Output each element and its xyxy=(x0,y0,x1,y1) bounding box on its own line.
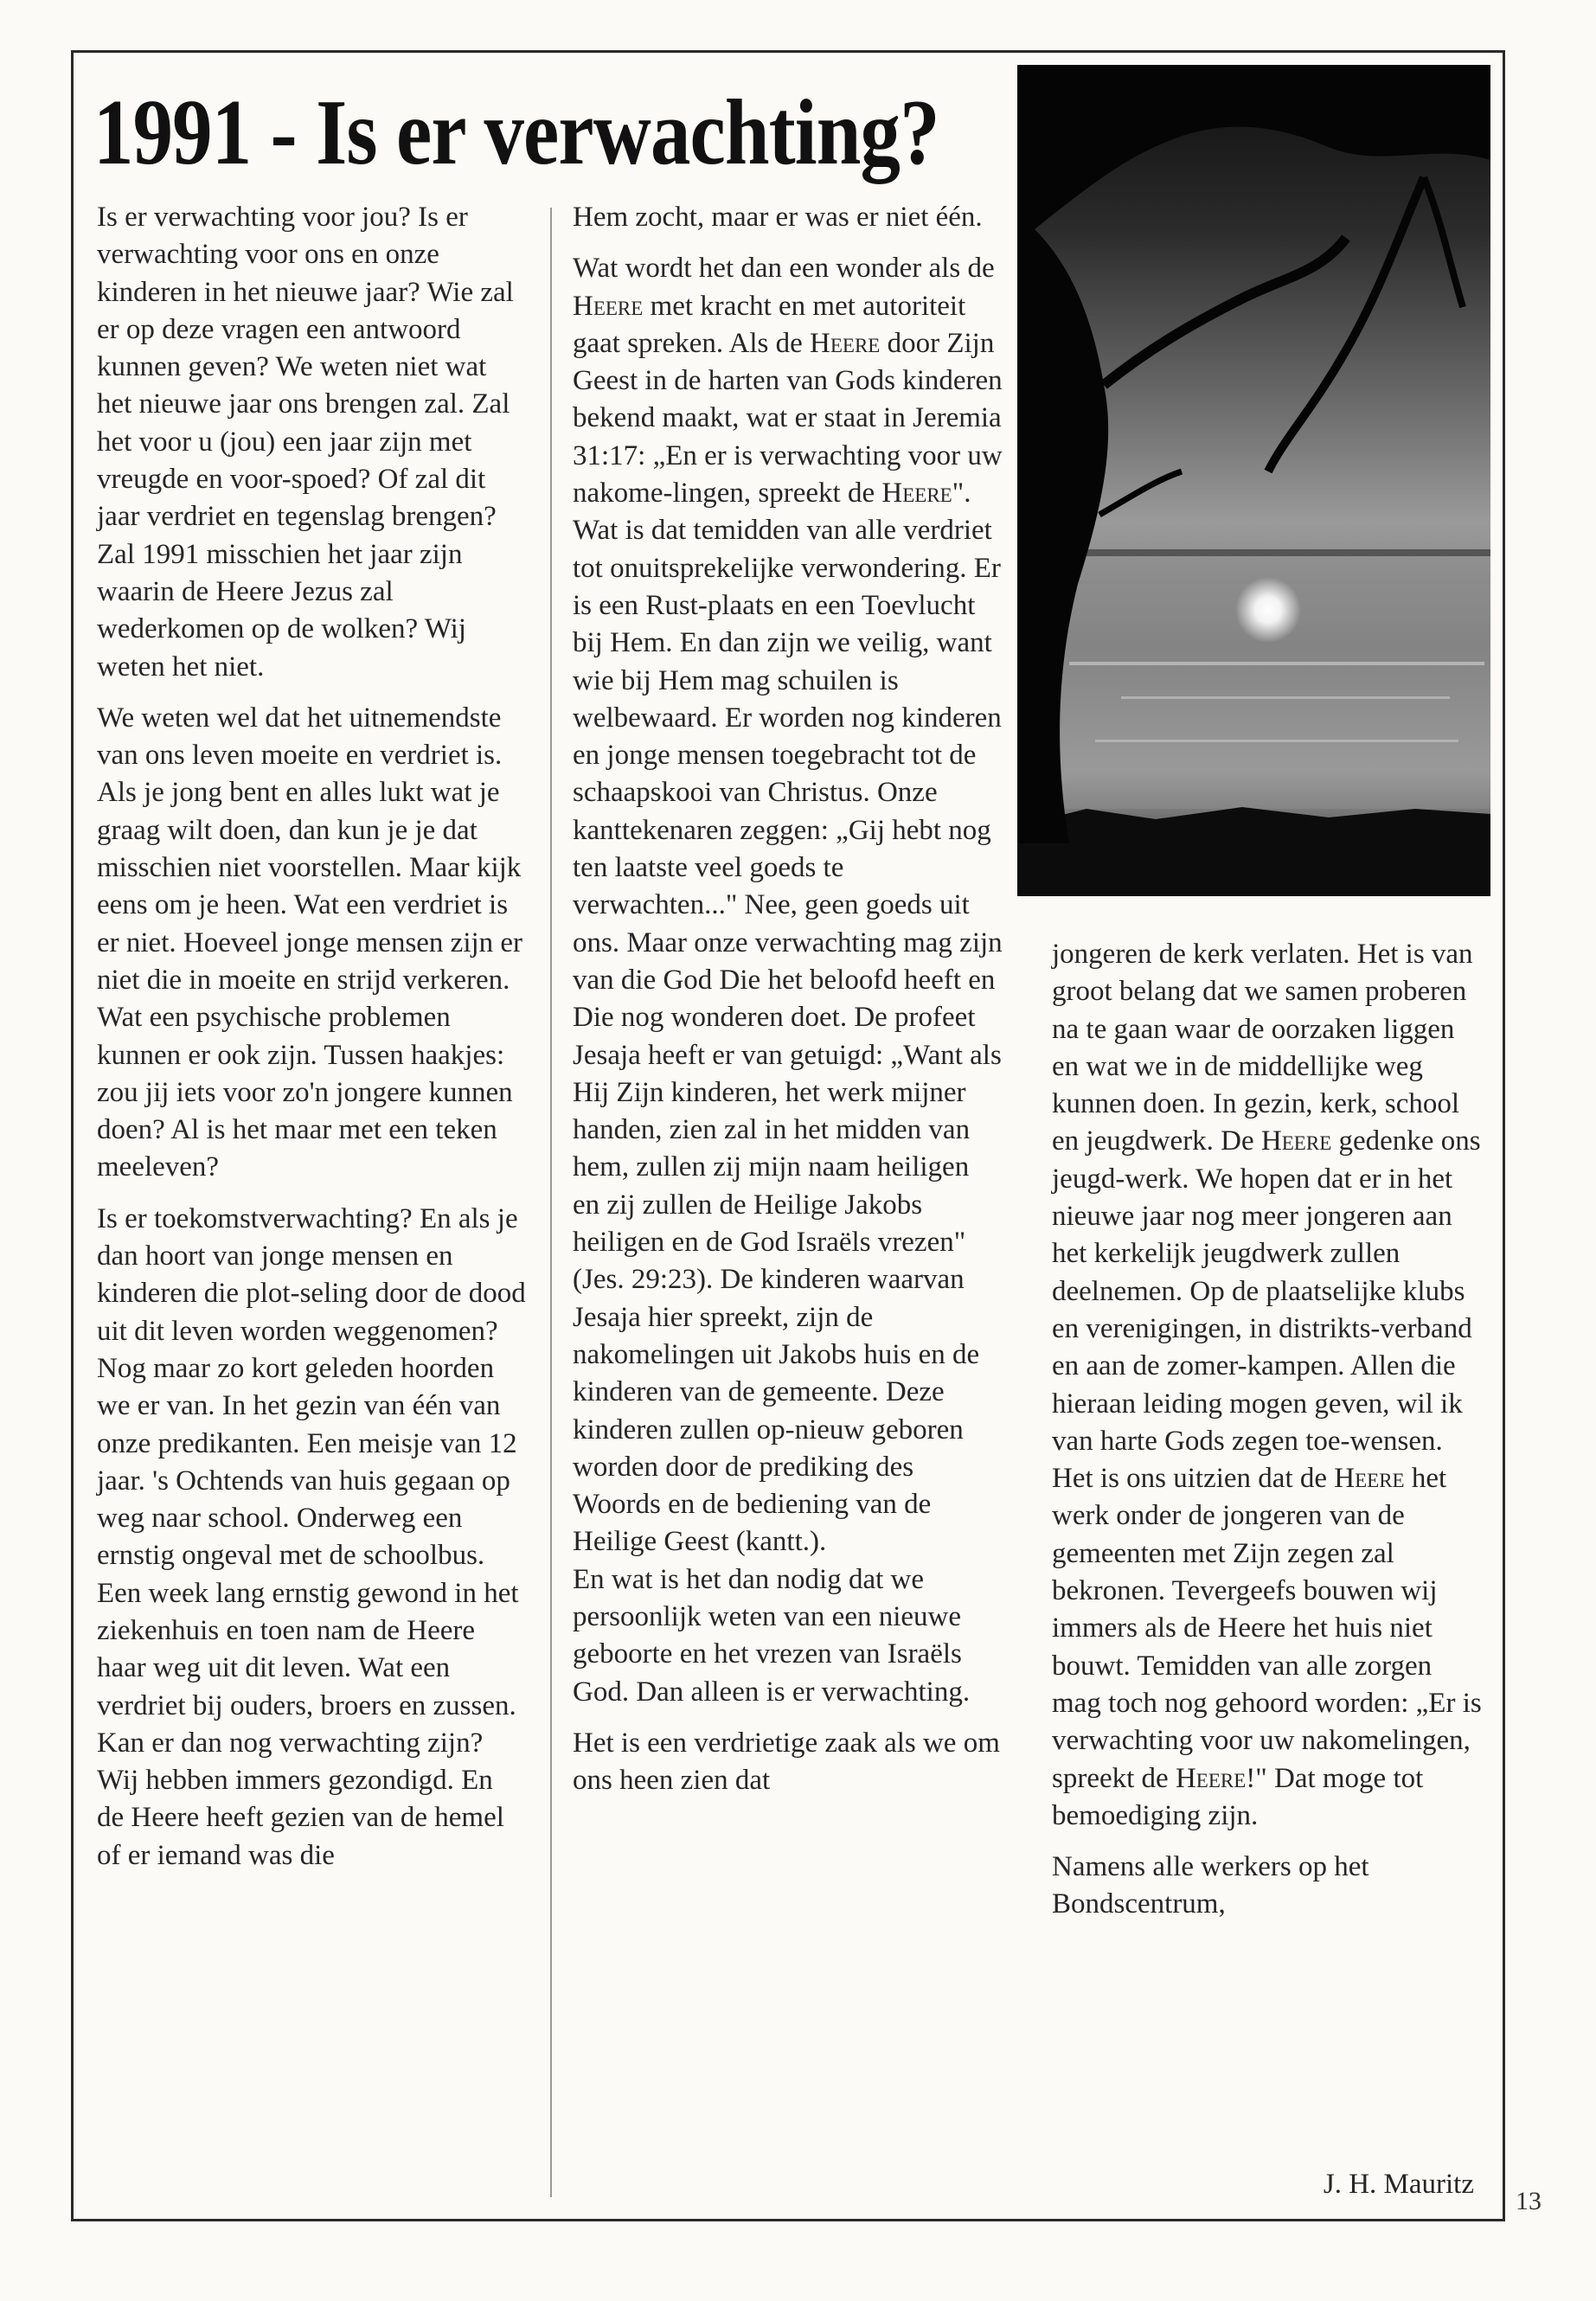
paragraph: We weten wel dat het uitnemendste van ons leven moeite en verdriet is. Als je jong bent en alles lukt wat je graag wilt doen, dan kun je je dat misschien niet voorstellen. Maar kijk eens om je heen. Wat een verdriet is er niet. Hoeveel jonge mensen zijn er niet die in moeite en strijd verkeren. Wat een psychische problemen kunnen er ook zijn. Tussen haakjes: zou jij iets voor zo'n jongere kunnen doen? Al is het maar met een teken meeleven? xyxy=(97,702,523,1183)
author-signature: J. H. Mauritz xyxy=(1323,2169,1474,2200)
sunset-tree-photo-icon xyxy=(1017,65,1490,896)
paragraph: Het is een verdrietige zaak als we om ons heen zien dat xyxy=(573,1727,1000,1797)
article-column-1 xyxy=(97,199,527,1888)
page-number: 13 xyxy=(1516,2187,1542,2215)
article-title: 1991 - Is er verwachting? xyxy=(93,81,939,184)
paragraph: Is er toekomstverwachting? En als je dan hoort van jonge mensen en kinderen die plot-seling door de dood uit dit leven worden weggenomen? Nog maar zo kort geleden hoorden we er van. In het gezin van één van onze predikanten. Een meisje van 12 jaar. 's Ochtends van huis gegaan op weg naar school. Onderweg een ernstig ongeval met de schoolbus. Een week lang ernstig gewond in het ziekenhuis en toen nam de Heere haar weg uit dit leven. Wat een verdriet bij ouders, broers en zussen. Kan er dan nog verwachting zijn? Wij hebben immers gezondigd. En de Heere heeft gezien van de hemel of er iemand was die xyxy=(97,1202,526,1871)
article-column-3 xyxy=(1052,936,1482,1938)
paragraph: Hem zocht, maar er was er niet één. xyxy=(573,202,983,233)
paragraph: Namens alle werkers op het Bondscentrum, xyxy=(1052,1851,1369,1920)
paragraph: jongeren de kerk verlaten. Het is van groot belang dat we samen proberen na te gaan waar de oorzaken liggen en wat we in de middellijke weg kunnen doen. In gezin, kerk, school en jeugdwerk. De Heere gedenke ons jeugd-werk. We hopen dat er in het nieuwe jaar nog meer jongeren aan het kerkelijk jeugdwerk zullen deelnemen. Op de plaatselijke klubs en verenigingen, in distrikts-verband en aan de zomer-kampen. Allen die hieraan leiding mogen geven, wil ik van harte Gods zegen toe-wensen. Het is ons uitzien dat de Heere het werk onder de jongeren van de gemeenten met Zijn zegen zal bekronen. Tevergeefs bouwen wij immers als de Heere het huis niet bouwt. Temidden van alle zorgen mag toch nog gehoord worden: „Er is verwachting voor uw nakomelingen, spreekt de Heere!" Dat moge tot bemoediging zijn. xyxy=(1052,939,1482,1831)
paragraph: Is er verwachting voor jou? Is er verwachting voor ons en onze kinderen in het nieuwe jaar? Wie zal er op deze vragen een antwoord kunnen geven? We weten niet wat het nieuwe jaar ons brengen zal. Zal het voor u (jou) een jaar zijn met vreugde en voor-spoed? Of zal dit jaar verdriet en tegenslag brengen? Zal 1991 misschien het jaar zijn waarin de Heere Jezus zal wederkomen op de wolken? Wij weten het niet. xyxy=(97,202,514,683)
article-column-2 xyxy=(573,199,1003,1813)
paragraph: Wat wordt het dan een wonder als de Heere met kracht en met autoriteit gaat spreken. Als de Heere door Zijn Geest in de harten van Gods kinderen bekend maakt, wat er staat in Jeremia 31:17: „En er is verwachting voor uw nakome-lingen, spreekt de Heere". Wat is dat temidden van alle verdriet tot onuitsprekelijke verwondering. Er is een Rust-plaats en een Toevlucht bij Hem. En dan zijn we veilig, want wie bij Hem mag schuilen is welbewaard. Er worden nog kinderen en jonge mensen toegebracht tot de schaapskooi van Christus. Onze kanttekenaren zeggen: „Gij hebt nog ten laatste veel goeds te verwachten..." Nee, geen goeds uit ons. Maar onze verwachting mag zijn van die God Die het beloofd heeft en Die nog wonderen doet. De profeet Jesaja heeft er van getuigd: „Want als Hij Zijn kinderen, het werk mijner handen, zien zal in het midden van hem, zullen zij mijn naam heiligen en zij zullen de Heilige Jakobs heiligen en de God Israëls vrezen" (Jes. 29:23). De kinderen waarvan Jesaja hier spreekt, zijn de nakomelingen uit Jakobs huis en de kinderen van de gemeente. Deze kinderen zullen op-nieuw geboren worden door de prediking des Woords en de bediening van de Heilige Geest (kantt.). En wat is het dan nodig dat we persoonlijk weten van een nieuwe geboorte en het vrezen van Israëls God. Dan alleen is er verwachting. xyxy=(573,253,1003,1708)
column-divider xyxy=(550,208,552,2197)
